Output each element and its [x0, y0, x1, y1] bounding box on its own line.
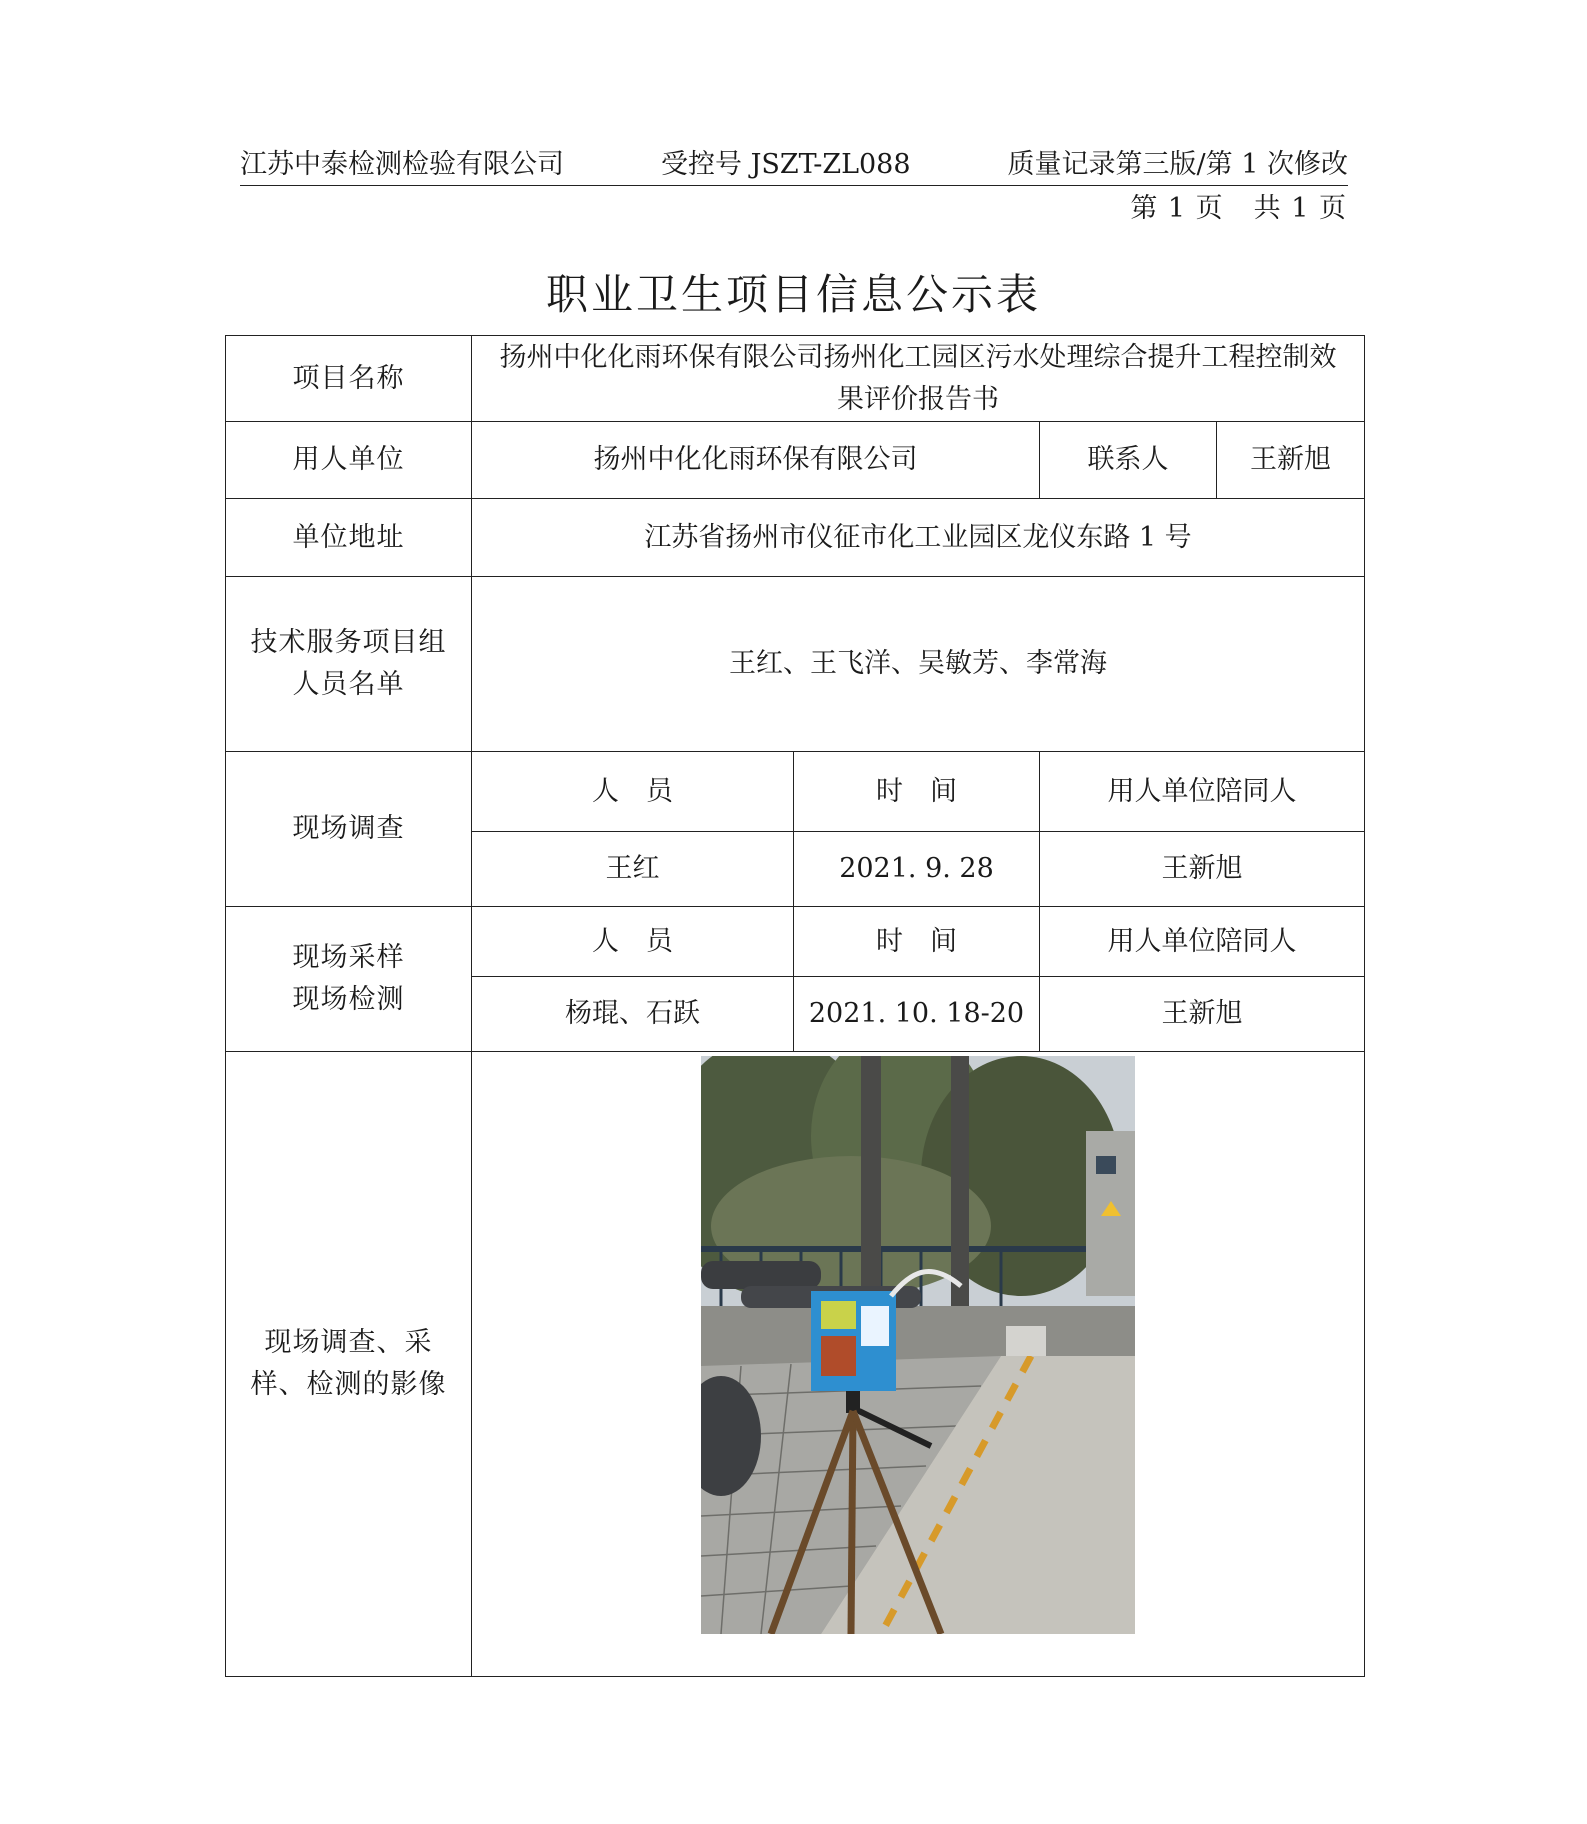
survey-col-time: 时 间: [794, 752, 1040, 832]
sampling-escort: 王新旭: [1040, 977, 1365, 1052]
address-label: 单位地址: [226, 499, 472, 577]
team-value: 王红、王飞洋、吴敏芳、李常海: [472, 577, 1365, 752]
image-cell: [472, 1052, 1365, 1677]
row-sampling-header: [226, 907, 1365, 977]
sampling-label: 现场采样现场检测: [226, 907, 472, 1052]
survey-time: 2021. 9. 28: [794, 832, 1040, 907]
image-label: 现场调查、采样、检测的影像: [226, 1052, 472, 1677]
address-value: 江苏省扬州市仪征市化工业园区龙仪东路 1 号: [472, 499, 1365, 577]
site-sampling-photo: [701, 1056, 1135, 1634]
sampling-col-time: 时 间: [794, 907, 1040, 977]
survey-escort: 王新旭: [1040, 832, 1365, 907]
survey-personnel: 王红: [472, 832, 794, 907]
company-name: 江苏中泰检测检验有限公司: [240, 149, 564, 180]
row-employer: [226, 422, 1365, 499]
employer-value: 扬州中化化雨环保有限公司: [472, 422, 1040, 499]
row-address: [226, 499, 1365, 577]
contact-label: 联系人: [1040, 422, 1217, 499]
survey-col-personnel: 人 员: [472, 752, 794, 832]
row-team: [226, 577, 1365, 752]
survey-label: 现场调查: [226, 752, 472, 907]
sampling-col-escort: 用人单位陪同人: [1040, 907, 1365, 977]
edition-note: 质量记录第三版/第 1 次修改: [1007, 149, 1348, 180]
sampling-col-personnel: 人 员: [472, 907, 794, 977]
row-project-name: [226, 336, 1365, 422]
page-current: 第 1 页: [1130, 193, 1224, 224]
contact-value: 王新旭: [1217, 422, 1365, 499]
team-label: 技术服务项目组人员名单: [226, 577, 472, 752]
survey-col-escort: 用人单位陪同人: [1040, 752, 1365, 832]
row-image: [226, 1052, 1365, 1677]
document-title: 职业卫生项目信息公示表: [545, 270, 1041, 319]
employer-label: 用人单位: [226, 422, 472, 499]
page-info: [1130, 186, 1347, 225]
sampling-time: 2021. 10. 18-20: [794, 977, 1040, 1052]
row-survey-header: [226, 752, 1365, 832]
page-total: 共 1 页: [1253, 193, 1347, 224]
page-header: [240, 146, 1348, 186]
project-name-value: 扬州中化化雨环保有限公司扬州化工园区污水处理综合提升工程控制效果评价报告书: [472, 336, 1365, 422]
info-table: [225, 335, 1365, 1677]
control-number: 受控号 JSZT-ZL088: [661, 149, 911, 180]
sampling-personnel: 杨琨、石跃: [472, 977, 794, 1052]
project-name-label: 项目名称: [226, 336, 472, 422]
